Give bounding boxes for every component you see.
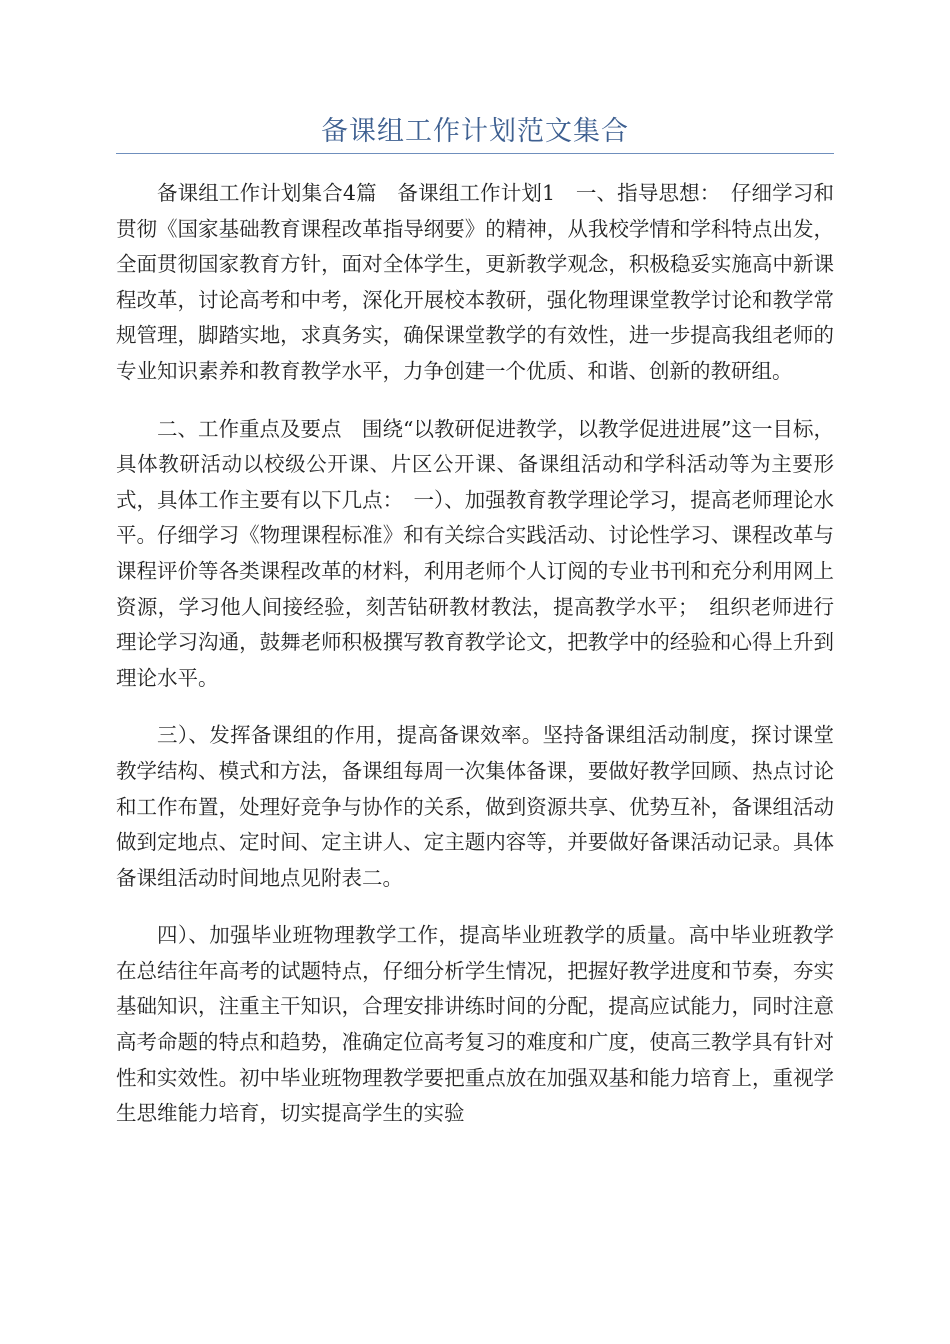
document-title: 备课组工作计划范文集合: [321, 116, 629, 147]
title-underline: [116, 153, 834, 154]
paragraph-1: 备课组工作计划集合4篇 备课组工作计划1 一、指导思想： 仔细学习和贯彻《国家基础教育课程改革指导纲要》的精神，从我校学情和学科特点出发，全面贯彻国家教育方针，面对全体学生，更新教学观念，积极稳妥实施高中新课程改革，讨论高考和中考，深化开展校本教研，强化物理课堂教学讨论和教学常规管理，脚踏实地，求真务实，确保课堂教学的有效性，进一步提高我组老师的专业知识素养和教育教学水平，力争创建一个优质、和谐、创新的教研组。: [116, 181, 834, 383]
paragraph-2: 二、工作重点及要点 围绕“以教研促进教学，以教学促进进展”这一目标，具体教研活动以校级公开课、片区公开课、备课组活动和学科活动等为主要形式，具体工作主要有以下几点： 一）、加强教育教学理论学习，提高老师理论水平。仔细学习《物理课程标准》和有关综合实践活动、讨论性学习、课程改革与课程评价等各类课程改革的材料，利用老师个人订阅的专业书刊和充分利用网上资源，学习他人间接经验，刻苦钻研教材教法，提高教学水平； 组织老师进行理论学习沟通，鼓舞老师积极撰写教育教学论文，把教学中的经验和心得上升到理论水平。: [116, 416, 834, 690]
document-body: [116, 176, 834, 1154]
paragraph-4: 四）、加强毕业班物理教学工作，提高毕业班教学的质量。高中毕业班教学在总结往年高考的试题特点，仔细分析学生情况，把握好教学进度和节奏，夯实基础知识，注重主干知识，合理安排讲练时间的分配，提高应试能力，同时注意高考命题的特点和趋势，准确定位高考复习的难度和广度，使高三教学具有针对性和实效性。初中毕业班物理教学要把重点放在加强双基和能力培育上，重视学生思维能力培育，切实提高学生的实验: [116, 923, 834, 1126]
paragraph-3: 三）、发挥备课组的作用，提高备课效率。坚持备课组活动制度，探讨课堂教学结构、模式和方法，备课组每周一次集体备课，要做好教学回顾、热点讨论和工作布置，处理好竞争与协作的关系，做到资源共享、优势互补，备课组活动做到定地点、定时间、定主讲人、定主题内容等，并要做好备课活动记录。具体备课组活动时间地点见附表二。: [116, 723, 834, 890]
